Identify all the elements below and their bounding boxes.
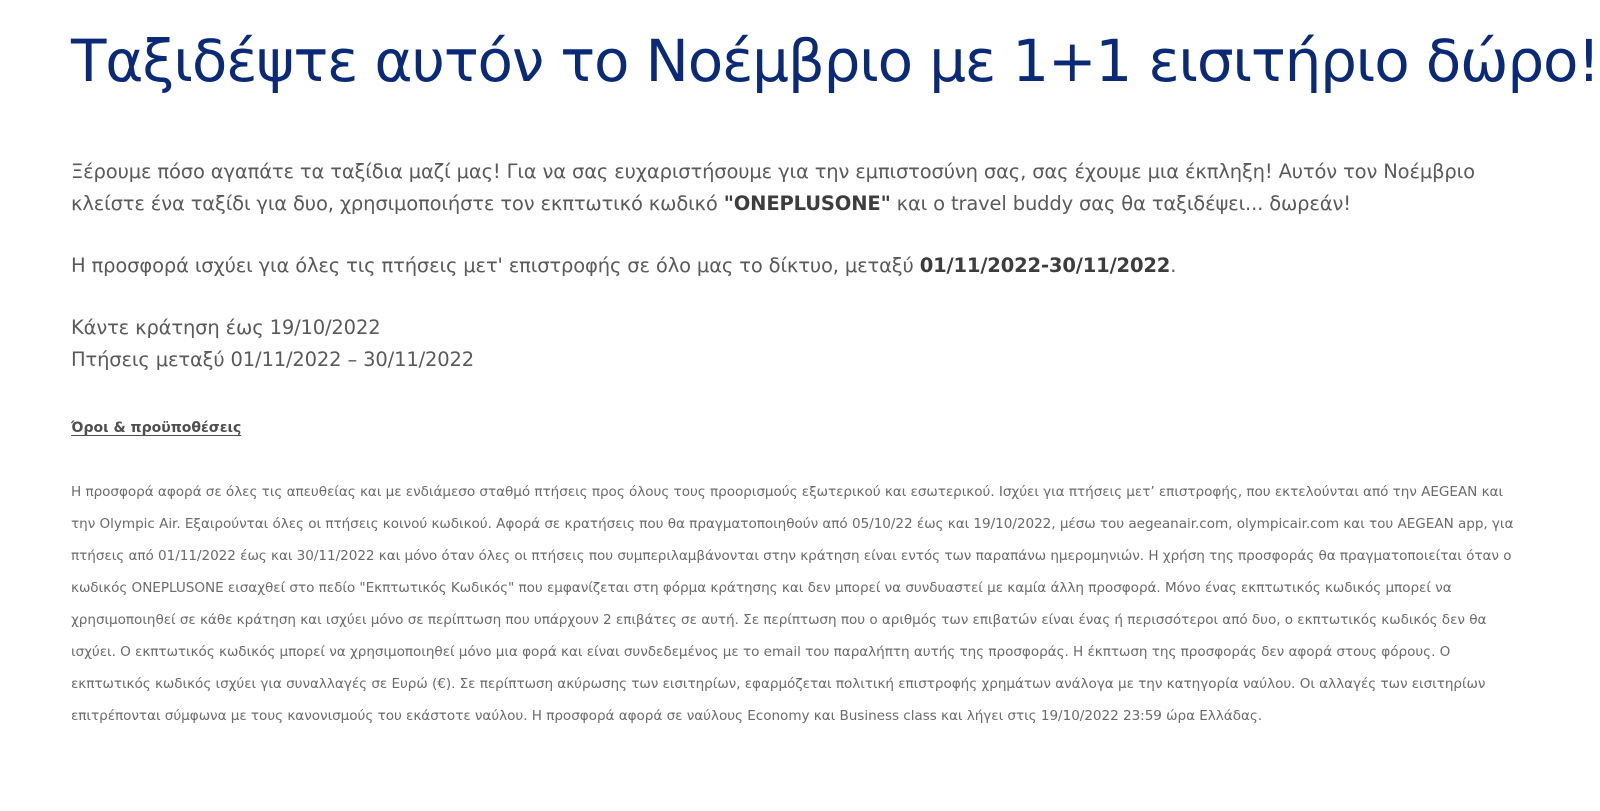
terms-body: Η προσφορά αφορά σε όλες τις απευθείας και με ενδιάμεσο σταθμό πτήσεις προς όλους τους προορισμούς εξωτερικού και εσωτερικού. Ισχύει για πτήσεις μετ’ επιστροφής, που εκτελούνται από την AEGEAN και την Olympic Air. Εξαιρούνται όλες οι πτήσεις κοινού κωδικού. Αφορά σε κρατήσεις που θα πραγματοποιηθούν από 05/10/22 έως και 19/10/2022, μέσω του aegeanair.com, olympicair.com και του AEGEAN app, για πτήσεις από 01/11/2022 έως και 30/11/2022 και μόνο όταν όλες οι πτήσεις που συμπεριλαμβάνονται στην κράτηση είναι εντός των παραπάνω ημερομηνιών. Η χρήση της προσφοράς θα πραγματοποιείται όταν ο κωδικός ONEPLUSONE εισαχθεί στο πεδίο "Εκπτωτικός Κωδικός" που εμφανίζεται στη φόρμα κράτησης και δεν μπορεί να συνδυαστεί με καμία άλλη προσφορά. Μόνο ένας εκπτωτικός κωδικός μπορεί να χρησιμοποιηθεί σε κάθε κράτηση και ισχύει μόνο σε περίπτωση που υπάρχουν 2 επιβάτες σε αυτή. Σε περίπτωση που ο αριθμός των επιβατών είναι ένας ή περισσότεροι από δυο, ο εκπτωτικός κωδικός δεν θα ισχύει. Ο εκπτωτικός κωδικός μπορεί να χρησιμοποιηθεί μόνο μια φορά και είναι συνδεδεμένος με το email του παραλήπτη αυτής της προσφοράς. Η έκπτωση της προσφοράς δεν αφορά στους φόρους. Ο εκπτωτικός κωδικός ισχύει για συναλλαγές σε Ευρώ (€). Σε περίπτωση ακύρωσης των εισιτηρίων, εφαρμόζεται πολιτική επιστροφής χρημάτων ανάλογα με την κατηγορία ναύλου. Οι αλλαγές των εισιτηρίων επιτρέπονται σύμφωνα με τους κανονισμούς του εκάστοτε ναύλου. Η προσφορά αφορά σε ναύλους Economy και Business class και λήγει στις 19/10/2022 23:59 ώρα Ελλάδας. [71,484,1514,724]
booking-deadline: Κάντε κράτηση έως 19/10/2022 [71,316,381,339]
intro-text-end: και ο travel buddy σας θα ταξιδέψει... δωρεάν! [890,192,1351,215]
intro-paragraph [71,156,1530,220]
intro-text-start: Ξέρουμε πόσο αγαπάτε τα ταξίδια μαζί μας! Για να σας ευχαριστήσουμε για την εμπιστοσύνη σας, σας έχουμε μια έκπληξη! Αυτόν τον Νοέμβριο κλείστε ένα ταξίδι για δυο, χρησιμοποιήστε τον εκπτωτικό κωδικό [71,160,1475,215]
intro-section [71,156,1530,376]
validity-dates: 01/11/2022-30/11/2022 [919,254,1171,277]
terms-heading-link[interactable]: Όροι & προϋποθέσεις [71,420,242,436]
validity-text-end: . [1170,254,1177,277]
dates-block [71,312,1530,376]
flight-period: Πτήσεις μεταξύ 01/11/2022 – 30/11/2022 [71,348,475,371]
validity-paragraph [71,250,1530,282]
page-title: Ταξιδέψτε αυτόν το Νοέμβριο με 1+1 εισιτήριο δώρο! [71,27,1600,95]
promo-code: "ONEPLUSONE" [723,192,891,215]
validity-text-start: Η προσφορά ισχύει για όλες τις πτήσεις μετ' επιστροφής σε όλο μας το δίκτυο, μεταξύ [71,254,920,277]
